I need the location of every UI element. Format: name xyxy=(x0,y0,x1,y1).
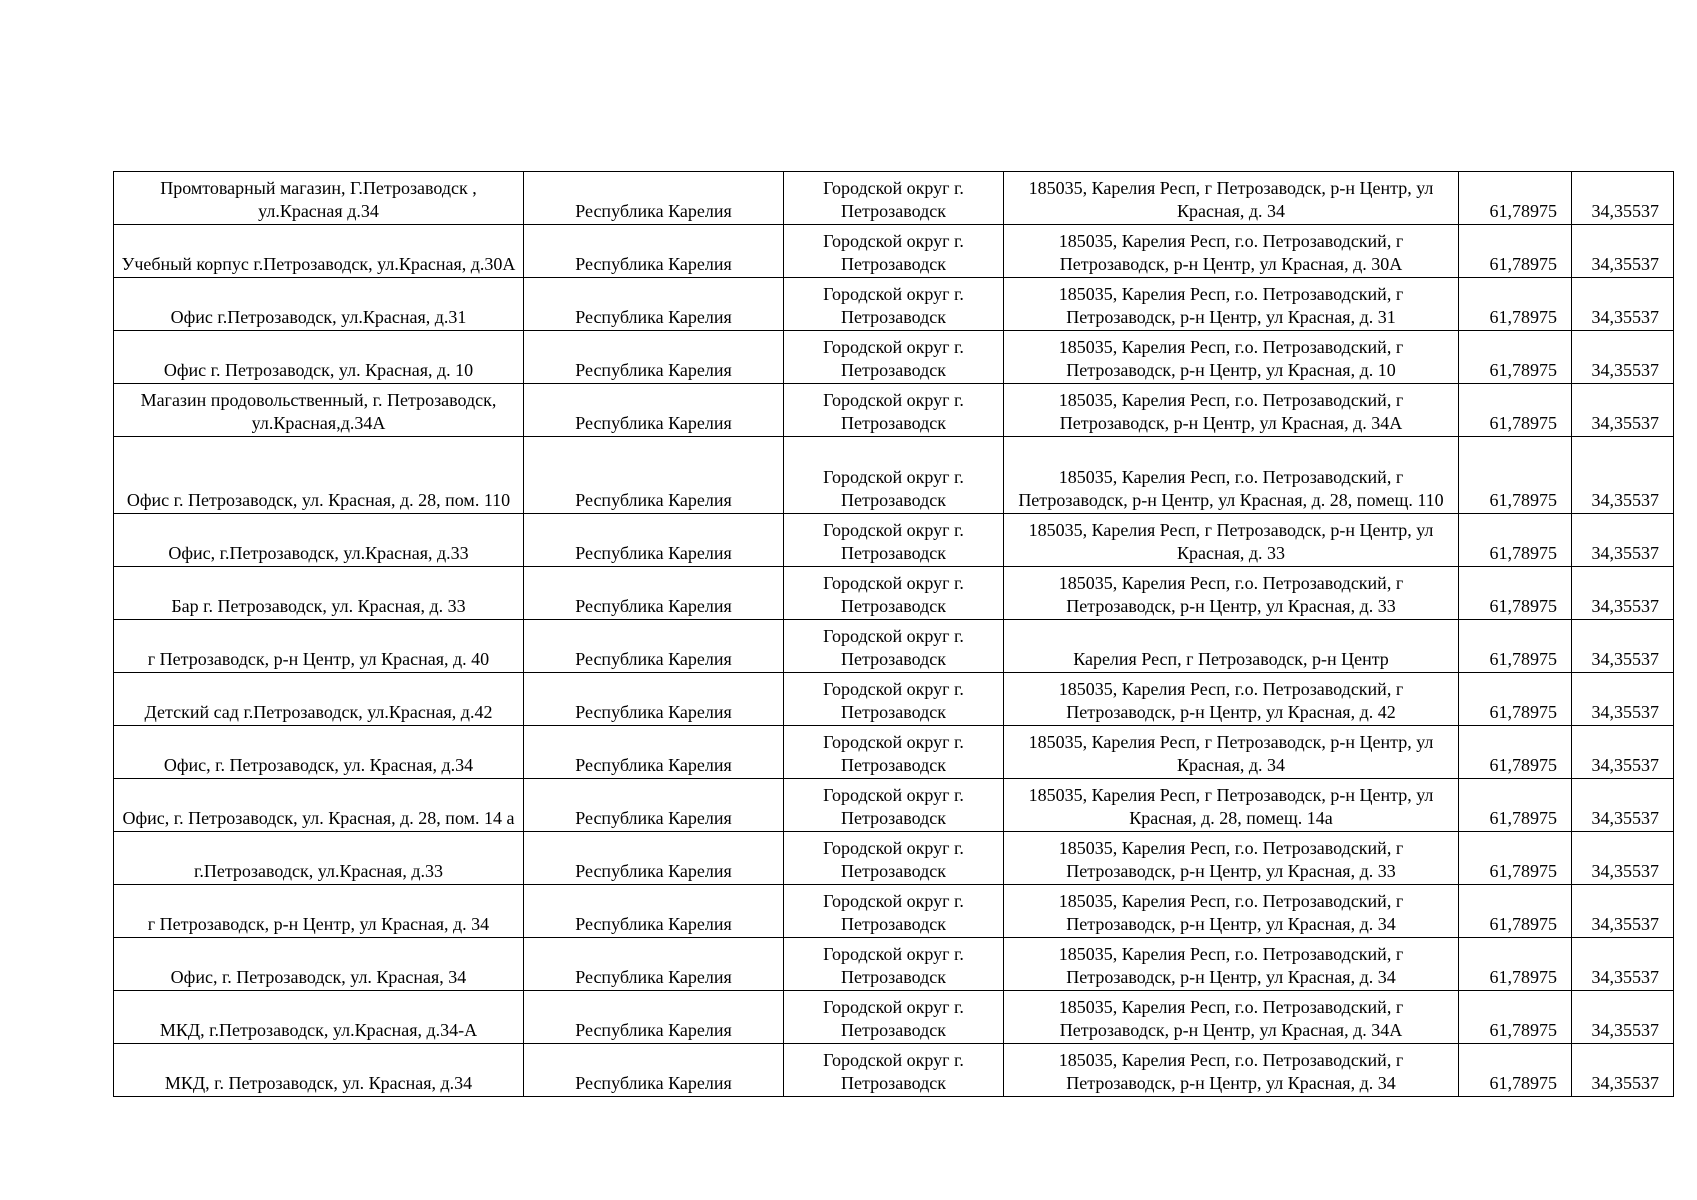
latitude-cell: 61,78975 xyxy=(1459,726,1572,779)
longitude-cell: 34,35537 xyxy=(1572,938,1674,991)
latitude-cell: 61,78975 xyxy=(1459,1044,1572,1097)
longitude-cell: 34,35537 xyxy=(1572,437,1674,514)
object-name-cell: Офис, г.Петрозаводск, ул.Красная, д.33 xyxy=(114,514,524,567)
region-cell: Республика Карелия xyxy=(524,673,784,726)
object-name-cell: МКД, г.Петрозаводск, ул.Красная, д.34-А xyxy=(114,991,524,1044)
address-cell: 185035, Карелия Респ, г Петрозаводск, р-н Центр, ул Красная, д. 33 xyxy=(1004,514,1459,567)
region-cell: Республика Карелия xyxy=(524,278,784,331)
address-cell: 185035, Карелия Респ, г.о. Петрозаводский, г Петрозаводск, р-н Центр, ул Красная, д. 33 xyxy=(1004,567,1459,620)
table-row xyxy=(114,1044,1674,1097)
region-cell: Республика Карелия xyxy=(524,567,784,620)
address-cell: 185035, Карелия Респ, г.о. Петрозаводский, г Петрозаводск, р-н Центр, ул Красная, д. 31 xyxy=(1004,278,1459,331)
longitude-cell: 34,35537 xyxy=(1572,885,1674,938)
address-cell: 185035, Карелия Респ, г.о. Петрозаводский, г Петрозаводск, р-н Центр, ул Красная, д. 42 xyxy=(1004,673,1459,726)
latitude-cell: 61,78975 xyxy=(1459,514,1572,567)
object-name-cell: г Петрозаводск, р-н Центр, ул Красная, д. 40 xyxy=(114,620,524,673)
table-row xyxy=(114,779,1674,832)
table-row xyxy=(114,514,1674,567)
latitude-cell: 61,78975 xyxy=(1459,384,1572,437)
longitude-cell: 34,35537 xyxy=(1572,779,1674,832)
address-cell: 185035, Карелия Респ, г.о. Петрозаводский, г Петрозаводск, р-н Центр, ул Красная, д. 34 xyxy=(1004,885,1459,938)
longitude-cell: 34,35537 xyxy=(1572,514,1674,567)
district-cell: Городской округ г. Петрозаводск xyxy=(784,225,1004,278)
latitude-cell: 61,78975 xyxy=(1459,885,1572,938)
latitude-cell: 61,78975 xyxy=(1459,991,1572,1044)
region-cell: Республика Карелия xyxy=(524,938,784,991)
object-name-cell: Офис г. Петрозаводск, ул. Красная, д. 28, пом. 110 xyxy=(114,437,524,514)
latitude-cell: 61,78975 xyxy=(1459,437,1572,514)
object-name-cell: Магазин продовольственный, г. Петрозаводск, ул.Красная,д.34А xyxy=(114,384,524,437)
object-name-cell: Бар г. Петрозаводск, ул. Красная, д. 33 xyxy=(114,567,524,620)
address-cell: 185035, Карелия Респ, г.о. Петрозаводский, г Петрозаводск, р-н Центр, ул Красная, д. 10 xyxy=(1004,331,1459,384)
district-cell: Городской округ г. Петрозаводск xyxy=(784,832,1004,885)
latitude-cell: 61,78975 xyxy=(1459,172,1572,225)
object-name-cell: г Петрозаводск, р-н Центр, ул Красная, д. 34 xyxy=(114,885,524,938)
address-cell: 185035, Карелия Респ, г.о. Петрозаводский, г Петрозаводск, р-н Центр, ул Красная, д. 30А xyxy=(1004,225,1459,278)
object-name-cell: Промтоварный магазин, Г.Петрозаводск , ул.Красная д.34 xyxy=(114,172,524,225)
district-cell: Городской округ г. Петрозаводск xyxy=(784,938,1004,991)
table-row xyxy=(114,673,1674,726)
table-row xyxy=(114,437,1674,514)
longitude-cell: 34,35537 xyxy=(1572,225,1674,278)
address-cell: 185035, Карелия Респ, г.о. Петрозаводский, г Петрозаводск, р-н Центр, ул Красная, д. 34 xyxy=(1004,1044,1459,1097)
latitude-cell: 61,78975 xyxy=(1459,779,1572,832)
address-cell: 185035, Карелия Респ, г Петрозаводск, р-н Центр, ул Красная, д. 28, помещ. 14а xyxy=(1004,779,1459,832)
region-cell: Республика Карелия xyxy=(524,331,784,384)
object-name-cell: Детский сад г.Петрозаводск, ул.Красная, д.42 xyxy=(114,673,524,726)
district-cell: Городской округ г. Петрозаводск xyxy=(784,331,1004,384)
table-row xyxy=(114,225,1674,278)
district-cell: Городской округ г. Петрозаводск xyxy=(784,514,1004,567)
district-cell: Городской округ г. Петрозаводск xyxy=(784,567,1004,620)
object-name-cell: Офис, г. Петрозаводск, ул. Красная, 34 xyxy=(114,938,524,991)
longitude-cell: 34,35537 xyxy=(1572,1044,1674,1097)
latitude-cell: 61,78975 xyxy=(1459,620,1572,673)
longitude-cell: 34,35537 xyxy=(1572,278,1674,331)
longitude-cell: 34,35537 xyxy=(1572,620,1674,673)
table-row xyxy=(114,885,1674,938)
district-cell: Городской округ г. Петрозаводск xyxy=(784,437,1004,514)
table-row xyxy=(114,991,1674,1044)
table-row xyxy=(114,278,1674,331)
object-name-cell: Офис, г. Петрозаводск, ул. Красная, д.34 xyxy=(114,726,524,779)
latitude-cell: 61,78975 xyxy=(1459,567,1572,620)
table-row xyxy=(114,620,1674,673)
district-cell: Городской округ г. Петрозаводск xyxy=(784,172,1004,225)
longitude-cell: 34,35537 xyxy=(1572,172,1674,225)
table-row xyxy=(114,172,1674,225)
address-cell: 185035, Карелия Респ, г Петрозаводск, р-н Центр, ул Красная, д. 34 xyxy=(1004,172,1459,225)
region-cell: Республика Карелия xyxy=(524,885,784,938)
region-cell: Республика Карелия xyxy=(524,172,784,225)
district-cell: Городской округ г. Петрозаводск xyxy=(784,278,1004,331)
region-cell: Республика Карелия xyxy=(524,779,784,832)
table-row xyxy=(114,331,1674,384)
longitude-cell: 34,35537 xyxy=(1572,331,1674,384)
address-cell: 185035, Карелия Респ, г.о. Петрозаводский, г Петрозаводск, р-н Центр, ул Красная, д. 33 xyxy=(1004,832,1459,885)
latitude-cell: 61,78975 xyxy=(1459,331,1572,384)
district-cell: Городской округ г. Петрозаводск xyxy=(784,673,1004,726)
object-name-cell: Офис г.Петрозаводск, ул.Красная, д.31 xyxy=(114,278,524,331)
address-cell: 185035, Карелия Респ, г.о. Петрозаводский, г Петрозаводск, р-н Центр, ул Красная, д. 34А xyxy=(1004,384,1459,437)
latitude-cell: 61,78975 xyxy=(1459,673,1572,726)
region-cell: Республика Карелия xyxy=(524,726,784,779)
longitude-cell: 34,35537 xyxy=(1572,991,1674,1044)
table-row xyxy=(114,938,1674,991)
longitude-cell: 34,35537 xyxy=(1572,726,1674,779)
longitude-cell: 34,35537 xyxy=(1572,567,1674,620)
table-body xyxy=(114,172,1674,1097)
district-cell: Городской округ г. Петрозаводск xyxy=(784,1044,1004,1097)
region-cell: Республика Карелия xyxy=(524,1044,784,1097)
address-cell: Карелия Респ, г Петрозаводск, р-н Центр xyxy=(1004,620,1459,673)
table-row xyxy=(114,832,1674,885)
object-name-cell: Офис, г. Петрозаводск, ул. Красная, д. 28, пом. 14 а xyxy=(114,779,524,832)
latitude-cell: 61,78975 xyxy=(1459,278,1572,331)
table-row xyxy=(114,384,1674,437)
latitude-cell: 61,78975 xyxy=(1459,832,1572,885)
address-cell: 185035, Карелия Респ, г Петрозаводск, р-н Центр, ул Красная, д. 34 xyxy=(1004,726,1459,779)
object-name-cell: Офис г. Петрозаводск, ул. Красная, д. 10 xyxy=(114,331,524,384)
address-cell: 185035, Карелия Респ, г.о. Петрозаводский, г Петрозаводск, р-н Центр, ул Красная, д. 34 xyxy=(1004,938,1459,991)
region-cell: Республика Карелия xyxy=(524,620,784,673)
district-cell: Городской округ г. Петрозаводск xyxy=(784,620,1004,673)
latitude-cell: 61,78975 xyxy=(1459,225,1572,278)
address-cell: 185035, Карелия Респ, г.о. Петрозаводский, г Петрозаводск, р-н Центр, ул Красная, д. 34А xyxy=(1004,991,1459,1044)
address-cell: 185035, Карелия Респ, г.о. Петрозаводский, г Петрозаводск, р-н Центр, ул Красная, д. 28, помещ. 110 xyxy=(1004,437,1459,514)
region-cell: Республика Карелия xyxy=(524,991,784,1044)
district-cell: Городской округ г. Петрозаводск xyxy=(784,779,1004,832)
latitude-cell: 61,78975 xyxy=(1459,938,1572,991)
object-name-cell: г.Петрозаводск, ул.Красная, д.33 xyxy=(114,832,524,885)
region-cell: Республика Карелия xyxy=(524,832,784,885)
object-name-cell: МКД, г. Петрозаводск, ул. Красная, д.34 xyxy=(114,1044,524,1097)
region-cell: Республика Карелия xyxy=(524,514,784,567)
district-cell: Городской округ г. Петрозаводск xyxy=(784,885,1004,938)
district-cell: Городской округ г. Петрозаводск xyxy=(784,384,1004,437)
district-cell: Городской округ г. Петрозаводск xyxy=(784,726,1004,779)
region-cell: Республика Карелия xyxy=(524,437,784,514)
region-cell: Республика Карелия xyxy=(524,384,784,437)
longitude-cell: 34,35537 xyxy=(1572,673,1674,726)
table-row xyxy=(114,726,1674,779)
longitude-cell: 34,35537 xyxy=(1572,384,1674,437)
longitude-cell: 34,35537 xyxy=(1572,832,1674,885)
object-name-cell: Учебный корпус г.Петрозаводск, ул.Красная, д.30А xyxy=(114,225,524,278)
district-cell: Городской округ г. Петрозаводск xyxy=(784,991,1004,1044)
region-cell: Республика Карелия xyxy=(524,225,784,278)
address-table xyxy=(113,171,1674,1097)
table-row xyxy=(114,567,1674,620)
